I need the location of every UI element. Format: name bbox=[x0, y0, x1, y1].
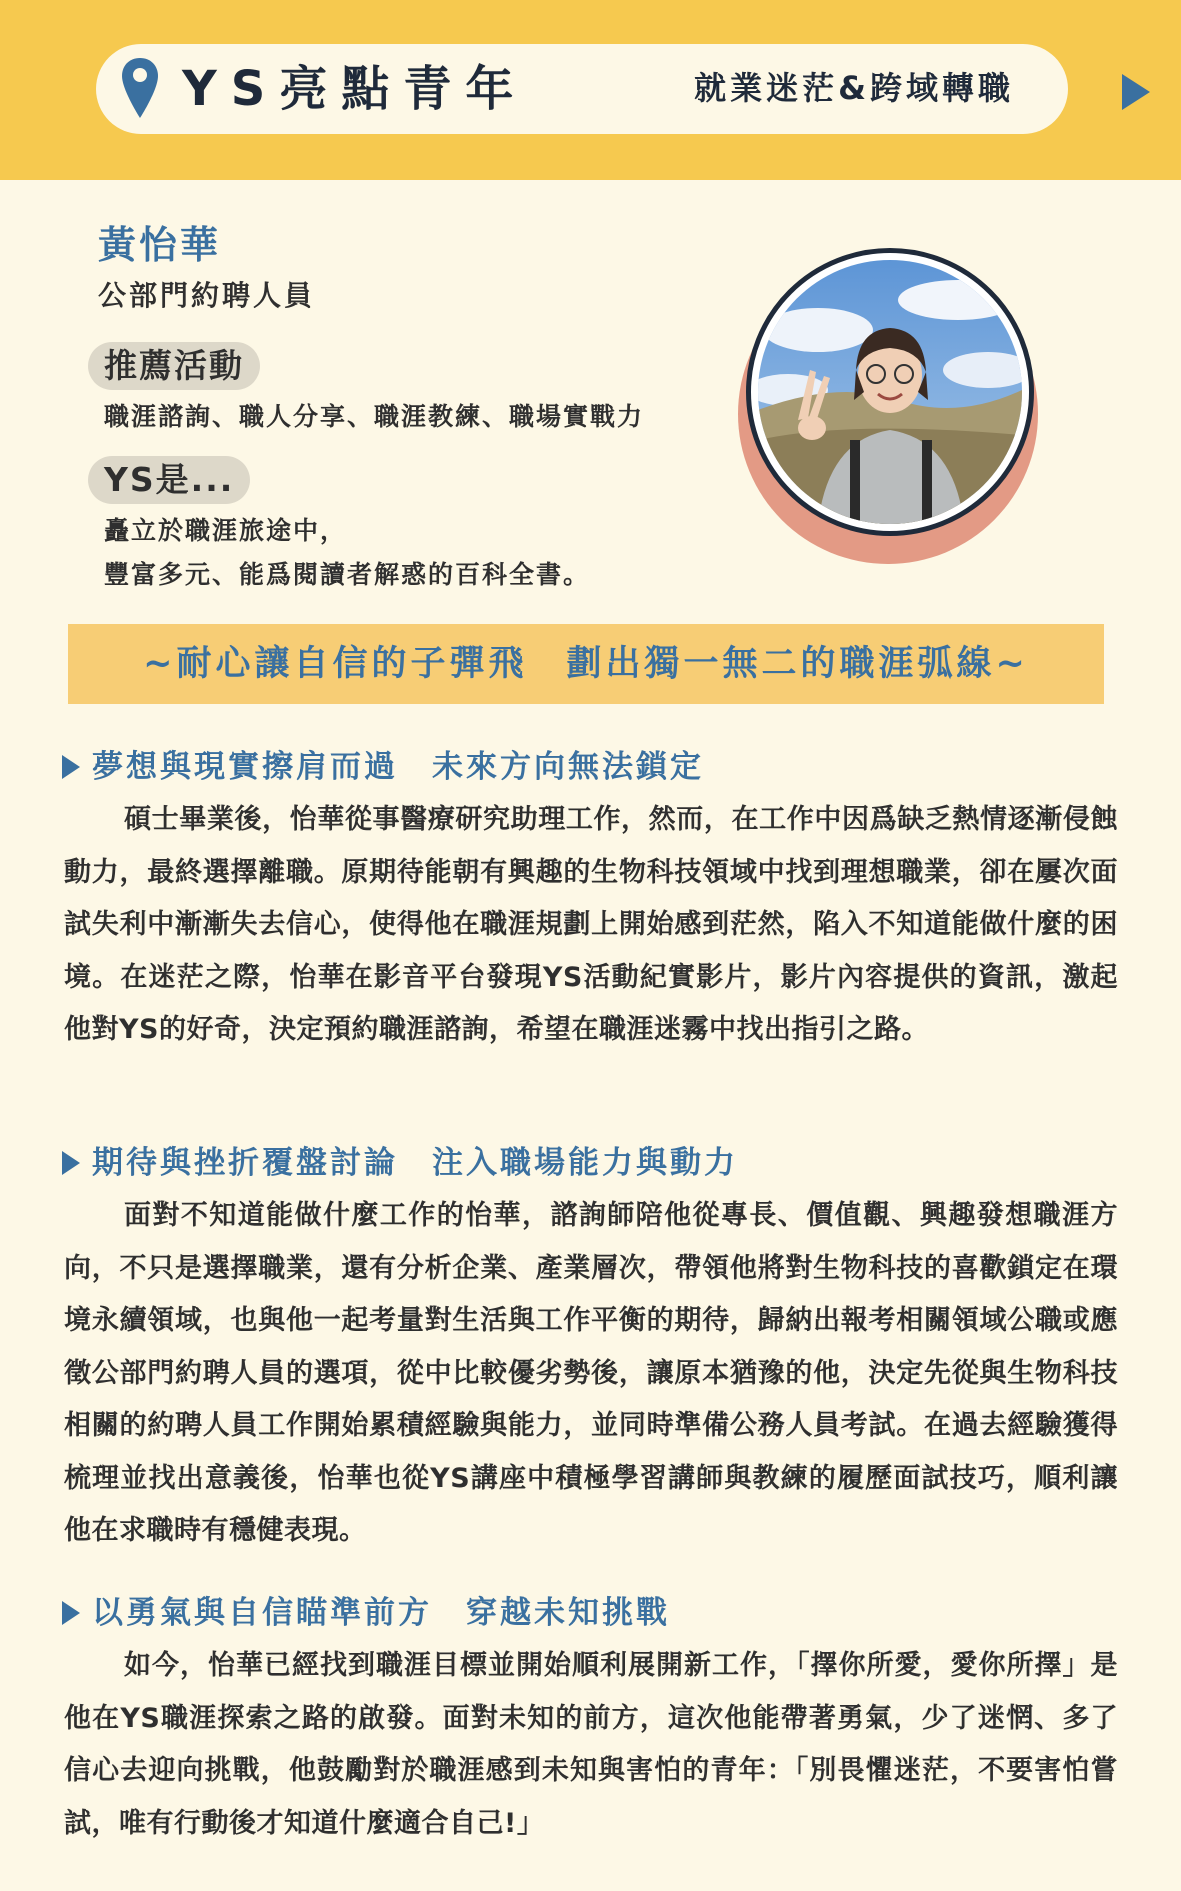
brand-tagline: 就業迷茫&跨域轉職 bbox=[694, 69, 1014, 107]
section-heading-text: 期待與挫折覆盤討論 注入職場能力與動力 bbox=[92, 1145, 738, 1181]
profile-role: 公部門約聘人員 bbox=[98, 279, 316, 312]
section-heading-text: 夢想與現實擦肩而過 未來方向無法鎖定 bbox=[92, 749, 704, 785]
profile-photo bbox=[730, 244, 1046, 560]
motto-banner: ~耐心讓自信的子彈飛 劃出獨一無二的職涯弧線~ bbox=[68, 624, 1104, 704]
section-body: 如今，怡華已經找到職涯目標並開始順利展開新工作，「擇你所愛，愛你所擇」是他在YS職涯探索之路的啟發。面對未知的前方，這次他能帶著勇氣，少了迷惘、多了信心去迎向挑戰，他鼓勵對於職涯感到未知與害怕的青年：「別畏懼迷茫，不要害怕嘗試，唯有行動後才知道什麼適合自己!」 bbox=[64, 1650, 1118, 1839]
ys-description-line: 矗立於職涯旅途中， bbox=[104, 516, 348, 545]
section-heading-text: 以勇氣與自信瞄準前方 穿越未知挑戰 bbox=[92, 1595, 670, 1631]
section-body: 面對不知道能做什麼工作的怡華，諮詢師陪他從專長、價值觀、興趣發想職涯方向，不只是選擇職業，還有分析企業、產業層次，帶領他將對生物科技的喜歡鎖定在環境永續領域，也與他一起考量對生活與工作平衡的期待，歸納出報考相關領域公職或應徵公部門約聘人員的選項，從中比較優劣勢後，讓原本猶豫的他，決定先從與生物科技相關的約聘人員工作開始累積經驗與能力，並同時準備公務人員考試。在過去經驗獲得梳理並找出意義後，怡華也從YS講座中積極學習講師與教練的履歷面試技巧，順利讓他在求職時有穩健表現。 bbox=[64, 1200, 1118, 1546]
recommended-activities-text: 職涯諮詢、職人分享、職涯教練、職場實戰力 bbox=[104, 402, 645, 431]
section-heading bbox=[62, 745, 704, 789]
recommended-activities-chip: 推薦活動 bbox=[88, 342, 260, 390]
portrait-image bbox=[758, 260, 1022, 524]
location-pin-icon bbox=[120, 56, 160, 122]
section-heading bbox=[62, 1141, 738, 1185]
ys-is-chip: YS是... bbox=[88, 456, 250, 504]
brand-title: YS亮點青年 bbox=[182, 61, 528, 117]
play-arrow-icon[interactable] bbox=[1120, 72, 1152, 112]
triangle-bullet-icon bbox=[62, 755, 80, 779]
ys-description-line: 豐富多元、能爲閱讀者解惑的百科全書。 bbox=[104, 560, 591, 589]
triangle-bullet-icon bbox=[62, 1601, 80, 1625]
triangle-bullet-icon bbox=[62, 1151, 80, 1175]
header-pill bbox=[96, 44, 1068, 134]
profile-name: 黃怡華 bbox=[98, 223, 222, 267]
section-body: 碩士畢業後，怡華從事醫療研究助理工作，然而，在工作中因爲缺乏熱情逐漸侵蝕動力，最終選擇離職。原期待能朝有興趣的生物科技領域中找到理想職業，卻在屢次面試失利中漸漸失去信心，使得他在職涯規劃上開始感到茫然，陷入不知道能做什麼的困境。在迷茫之際，怡華在影音平台發現YS活動紀實影片，影片內容提供的資訊，激起他對YS的好奇，決定預約職涯諮詢，希望在職涯迷霧中找出指引之路。 bbox=[64, 804, 1118, 1045]
section-heading bbox=[62, 1591, 670, 1635]
